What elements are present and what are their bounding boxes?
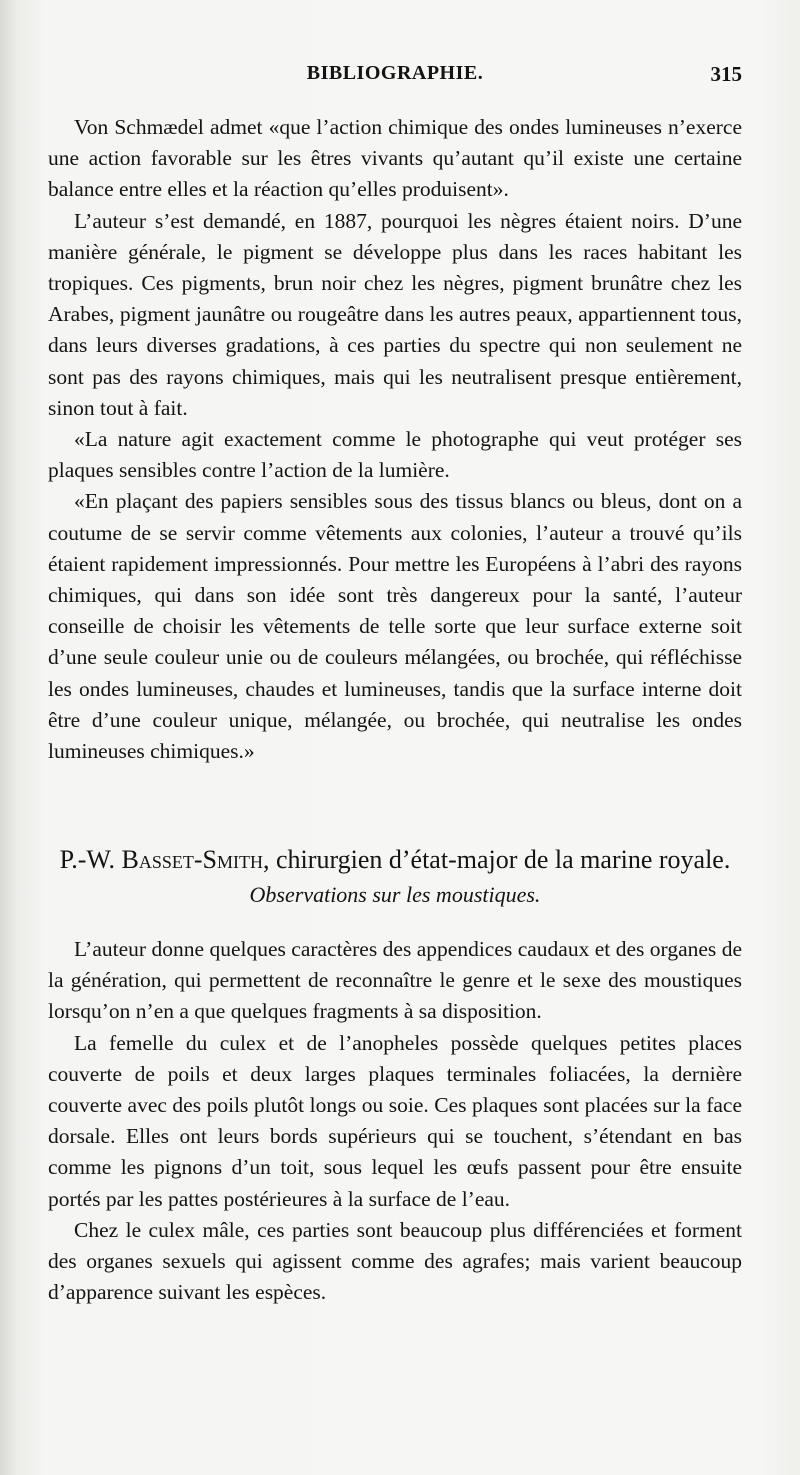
paragraph: «La nature agit exactement comme le photographe qui veut protéger ses plaques sensibles contre l’action de la lumière.: [48, 427, 742, 483]
paragraph: L’auteur s’est demandé, en 1887, pourquoi les nègres étaient noirs. D’une manière générale, le pigment se développe plus dans les races habitant les tropiques. Ces pigments, brun noir chez les nègres, pigment brunâtre chez les Arabes, pigment jaunâtre ou rougeâtre dans les autres peaux, appartiennent tous, dans leurs diverses gradations, à ces parties du spectre qui non seulement ne sont pas des rayons chimiques, mais qui les neutralisent presque entièrement, sinon tout à fait.: [48, 208, 742, 420]
page-number: 315: [710, 62, 742, 86]
paragraph: La femelle du culex et de l’anopheles possède quelques petites places couverte de poils et deux larges plaques terminales foliacées, la dernière couverte avec des poils plutôt longs ou soie. Ces plaques sont placées sur la face dorsale. Elles ont leurs bords supérieurs qui se touchent, s’étendant en bas comme les pignons d’un toit, sous lequel les œufs passent pour être ensuite portés par les pattes postérieures à la surface de l’eau.: [48, 1030, 742, 1211]
article-author: P.-W. Basset-Smith: [59, 845, 264, 874]
article-author-role: , chirurgien d’état-major de la marine royale.: [263, 845, 731, 874]
paragraph: Von Schmædel admet «que l’action chimique des ondes lumineuses n’exerce une action favorable sur les êtres vivants qu’autant qu’il existe une certaine balance entre elles et la réaction qu’elles produisent».: [48, 115, 742, 202]
review-continued: [48, 112, 742, 767]
review-body: [48, 934, 742, 1308]
running-title: BIBLIOGRAPHIE.: [306, 62, 484, 84]
paragraph: L’auteur donne quelques caractères des appendices caudaux et des organes de la génération, qui permettent de reconnaître le genre et le sexe des moustiques lorsqu’on n’en a que quelques fragments à sa disposition.: [48, 937, 742, 1024]
paragraph: Chez le culex mâle, ces parties sont beaucoup plus différenciées et forment des organes sexuels qui agissent comme des agrafes; mais varient beaucoup d’apparence suivant les espèces.: [48, 1217, 742, 1305]
page-header: [48, 62, 742, 92]
article-heading: [48, 844, 742, 876]
article-title: Observations sur les moustiques.: [249, 882, 541, 907]
paragraph: «En plaçant des papiers sensibles sous des tissus blancs ou bleus, dont on a coutume de se servir comme vêtements aux colonies, l’auteur a trouvé qu’ils étaient rapidement impressionnés. Pour mettre les Européens à l’abri des rayons chimiques, qui dans son idée sont très dangereux pour la santé, l’auteur conseille de choisir les vêtements de telle sorte que leur surface externe soit d’une seule couleur unie ou de couleurs mélangées, ou brochée, qui réfléchisse les ondes lumineuses, chaudes et lumineuses, tandis que la surface interne doit être d’une couleur unique, mélangée, ou brochée, qui neutralise les ondes lumineuses chimiques.»: [48, 489, 742, 764]
